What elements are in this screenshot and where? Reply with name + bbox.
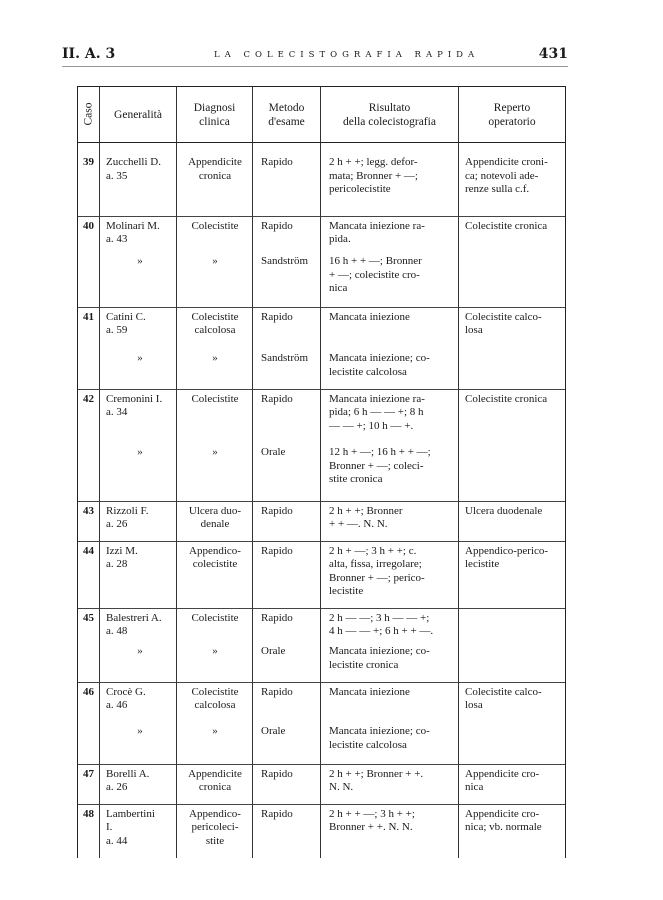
cell-text: » <box>212 645 218 657</box>
cell-text: cronica <box>198 781 232 794</box>
cell-text: Mancata iniezione; co- <box>329 645 430 657</box>
caso-cell <box>78 216 100 252</box>
metodo-cell <box>253 682 321 722</box>
cell-text: 2 h + +; legg. defor- <box>329 156 418 168</box>
table-row <box>78 216 566 252</box>
cell-text: 45 <box>83 611 94 624</box>
cell-text: pida. <box>329 233 351 246</box>
cell-text: + —; colecistite cro- <box>329 268 420 281</box>
cell-text: Colecistite cronica <box>465 392 548 405</box>
cell-text: » <box>137 645 143 657</box>
cell-text: » <box>137 446 143 458</box>
metodo-cell <box>253 541 321 608</box>
col-header-diagnosi: Diagnosi clinica <box>177 87 253 143</box>
cell-text: mata; Bronner + —; <box>329 169 418 182</box>
cell-text: Ulcera duodenale <box>465 504 543 517</box>
diagnosi-cell <box>177 642 253 682</box>
caso-cell <box>78 642 100 682</box>
cell-text: Rapido <box>261 504 293 517</box>
cell-text: a. 43 <box>106 233 128 246</box>
caso-cell <box>78 722 100 764</box>
caso-cell <box>78 389 100 443</box>
cell-text: 4 h — — +; 6 h + + —. <box>329 625 434 638</box>
cell-text: calcolosa <box>194 699 236 712</box>
cell-text: denale <box>200 518 230 531</box>
diagnosi-cell <box>177 216 253 252</box>
cell-text: renze sulla c.f. <box>465 183 530 196</box>
reperto-cell <box>459 608 566 642</box>
cell-text: Appendicite <box>188 767 242 780</box>
risultato-cell <box>321 501 459 541</box>
table-header-row <box>78 87 566 143</box>
cell-text: » <box>137 725 143 737</box>
cell-text: Colecistite <box>191 219 239 232</box>
cell-text: 2 h + +; Bronner <box>329 504 403 517</box>
reperto-cell <box>459 642 566 682</box>
reperto-cell <box>459 443 566 501</box>
reperto-cell <box>459 389 566 443</box>
metodo-cell <box>253 804 321 858</box>
metodo-cell <box>253 153 321 216</box>
cell-text: Borelli A. <box>106 767 150 780</box>
cell-text: Colecistite <box>191 310 239 323</box>
cell-text: 47 <box>83 767 94 780</box>
diagnosi-cell <box>177 349 253 389</box>
cell-text: Bronner + +. N. N. <box>329 821 413 834</box>
caso-cell <box>78 349 100 389</box>
table-row <box>78 153 566 216</box>
table-row <box>78 722 566 764</box>
case-table <box>77 86 566 858</box>
risultato-cell <box>321 389 459 443</box>
table-row <box>78 252 566 307</box>
cell-text: 2 h + +; Bronner + +. <box>329 767 424 780</box>
table-row <box>78 349 566 389</box>
cell-text: alta, fissa, irregolare; <box>329 558 422 571</box>
cell-text: Bronner + —; coleci- <box>329 459 424 472</box>
diagnosi-cell <box>177 153 253 216</box>
diagnosi-cell <box>177 501 253 541</box>
cell-text: 46 <box>83 685 94 698</box>
risultato-cell <box>321 764 459 804</box>
metodo-cell <box>253 722 321 764</box>
cell-text: — — +; 10 h — +. <box>329 419 414 432</box>
reperto-cell <box>459 349 566 389</box>
cell-text: a. 59 <box>106 324 128 337</box>
cell-text: Appendico- <box>189 807 241 820</box>
caso-cell <box>78 804 100 858</box>
risultato-cell <box>321 541 459 608</box>
caso-cell <box>78 252 100 307</box>
generalita-cell <box>100 804 177 858</box>
risultato-cell <box>321 252 459 307</box>
cell-text: Mancata iniezione <box>329 310 410 323</box>
generalita-cell <box>100 252 177 307</box>
table-row <box>78 389 566 443</box>
cell-text: Orale <box>261 645 286 657</box>
metodo-cell <box>253 764 321 804</box>
reperto-cell <box>459 153 566 216</box>
cell-text: 42 <box>83 392 94 405</box>
cell-text: 2 h — —; 3 h — — +; <box>329 611 430 624</box>
cell-text: Crocè G. <box>106 685 146 698</box>
col-header-risultato: Risultato della colecistografia <box>321 87 459 143</box>
cell-text: Rapido <box>261 807 293 820</box>
cell-text: Appendico-perico- <box>465 544 549 557</box>
caso-cell <box>78 682 100 722</box>
generalita-cell <box>100 443 177 501</box>
cell-text: 48 <box>83 807 94 820</box>
risultato-cell <box>321 307 459 349</box>
cell-text: ca; notevoli ade- <box>465 169 539 182</box>
cell-text: Appendicite croni- <box>465 156 548 168</box>
cell-text: Orale <box>261 446 286 458</box>
cell-text: 39 <box>83 156 94 168</box>
col-header-reperto: Reperto operatorio <box>459 87 566 143</box>
metodo-cell <box>253 501 321 541</box>
cell-text: Colecistite <box>191 611 239 624</box>
cell-text: Appendicite <box>188 156 242 168</box>
caso-cell <box>78 764 100 804</box>
cell-text: cronica <box>198 169 232 182</box>
cell-text: 2 h + + —; 3 h + +; <box>329 807 415 820</box>
cell-text: Appendicite cro- <box>465 767 540 780</box>
cell-text: 44 <box>83 544 94 557</box>
cell-text: Rapido <box>261 310 293 323</box>
metodo-cell <box>253 252 321 307</box>
cell-text: Orale <box>261 725 286 737</box>
risultato-cell <box>321 682 459 722</box>
cell-text: Rapido <box>261 767 293 780</box>
metodo-cell <box>253 642 321 682</box>
cell-text: Rapido <box>261 392 293 405</box>
cell-text: a. 35 <box>106 169 128 182</box>
caso-cell <box>78 153 100 216</box>
cell-text: lecistite calcolosa <box>329 738 407 751</box>
table-row <box>78 608 566 642</box>
cell-text: colecistite <box>192 558 238 571</box>
cell-text: Mancata iniezione; co- <box>329 725 430 737</box>
cell-text: Colecistite <box>191 685 239 698</box>
cell-text: » <box>137 255 143 267</box>
cell-text: » <box>212 255 218 267</box>
diagnosi-cell <box>177 764 253 804</box>
cell-text: a. 44 <box>106 834 128 847</box>
cell-text: lecistite calcolosa <box>329 365 407 378</box>
risultato-cell <box>321 153 459 216</box>
table-row <box>78 501 566 541</box>
table-row <box>78 682 566 722</box>
cell-text: Mancata iniezione; co- <box>329 352 430 364</box>
diagnosi-cell <box>177 307 253 349</box>
cell-text: Balestreri A. <box>106 611 162 624</box>
cell-text: Rapido <box>261 611 293 624</box>
running-header <box>62 46 568 66</box>
cell-text: Appendico- <box>189 544 241 557</box>
cell-text: 41 <box>83 310 94 323</box>
table-spacer <box>78 143 566 154</box>
reperto-cell <box>459 216 566 252</box>
cell-text: a. 26 <box>106 781 128 794</box>
risultato-cell <box>321 216 459 252</box>
cell-text: Rapido <box>261 156 293 168</box>
caso-cell <box>78 541 100 608</box>
table-row <box>78 764 566 804</box>
col-header-caso: Caso <box>78 87 100 143</box>
generalita-cell <box>100 608 177 642</box>
section-label: II. A. 3 <box>62 46 116 62</box>
cell-text: pida; 6 h — — +; 8 h <box>329 406 424 419</box>
page-number: 431 <box>538 46 568 62</box>
cell-text: Lambertini <box>106 807 155 820</box>
cell-text: a. 48 <box>106 625 128 638</box>
reperto-cell <box>459 307 566 349</box>
generalita-cell <box>100 682 177 722</box>
cell-text: » <box>212 725 218 737</box>
cell-text: Ulcera duo- <box>188 504 242 517</box>
cell-text: Mancata iniezione ra- <box>329 219 425 232</box>
cell-text: 40 <box>83 219 94 232</box>
caso-cell <box>78 501 100 541</box>
cell-text: Cremonini I. <box>106 392 163 405</box>
cell-text: stite <box>205 834 225 847</box>
cell-text: pericoleci- <box>191 821 239 834</box>
table-row <box>78 307 566 349</box>
table-row <box>78 804 566 858</box>
cell-text: losa <box>465 699 483 712</box>
cell-text: stite cronica <box>329 473 383 486</box>
cell-text: pericolecistite <box>329 183 391 196</box>
generalita-cell <box>100 307 177 349</box>
caso-cell <box>78 443 100 501</box>
cell-text: Mancata iniezione ra- <box>329 392 425 405</box>
cell-text: 2 h + —; 3 h + +; c. <box>329 544 417 557</box>
diagnosi-cell <box>177 682 253 722</box>
reperto-cell <box>459 682 566 722</box>
generalita-cell <box>100 541 177 608</box>
header-rule <box>62 66 568 67</box>
caso-cell <box>78 608 100 642</box>
diagnosi-cell <box>177 722 253 764</box>
cell-text: Catini C. <box>106 310 146 323</box>
reperto-cell <box>459 501 566 541</box>
cell-text: Colecistite calco- <box>465 310 542 323</box>
cell-text: a. 26 <box>106 518 128 531</box>
diagnosi-cell <box>177 389 253 443</box>
cell-text: 43 <box>83 504 94 517</box>
generalita-cell <box>100 349 177 389</box>
cell-text: Colecistite cronica <box>465 219 548 232</box>
cell-text: nica <box>465 781 484 794</box>
risultato-cell <box>321 642 459 682</box>
cell-text: losa <box>465 324 483 337</box>
generalita-cell <box>100 216 177 252</box>
col-header-generalita: Generalità <box>100 87 177 143</box>
reperto-cell <box>459 804 566 858</box>
cell-text: » <box>137 352 143 364</box>
cell-text: a. 46 <box>106 699 128 712</box>
cell-text: I. <box>106 821 113 834</box>
cell-text: Molinari M. <box>106 219 160 232</box>
cell-text: Mancata iniezione <box>329 685 410 698</box>
generalita-cell <box>100 764 177 804</box>
diagnosi-cell <box>177 443 253 501</box>
cell-text: » <box>212 352 218 364</box>
cell-text: Rapido <box>261 544 293 557</box>
cell-text: a. 28 <box>106 558 128 571</box>
table-row <box>78 443 566 501</box>
generalita-cell <box>100 722 177 764</box>
metodo-cell <box>253 443 321 501</box>
cell-text: lecistite <box>465 558 500 571</box>
risultato-cell <box>321 608 459 642</box>
cell-text: lecistite <box>329 585 364 598</box>
cell-text: Sandström <box>261 352 309 364</box>
cell-text: nica <box>329 282 348 295</box>
table-body <box>78 143 566 859</box>
cell-text: lecistite cronica <box>329 658 399 671</box>
metodo-cell <box>253 608 321 642</box>
cell-text: Rapido <box>261 219 293 232</box>
reperto-cell <box>459 764 566 804</box>
metodo-cell <box>253 307 321 349</box>
caso-cell <box>78 307 100 349</box>
cell-text: Zucchelli D. <box>106 156 161 168</box>
cell-text: + + —. N. N. <box>329 518 388 531</box>
generalita-cell <box>100 642 177 682</box>
generalita-cell <box>100 389 177 443</box>
cell-text: Sandström <box>261 255 309 267</box>
metodo-cell <box>253 389 321 443</box>
cell-text: Colecistite calco- <box>465 685 542 698</box>
cell-text: Bronner + —; perico- <box>329 571 425 584</box>
table-row <box>78 642 566 682</box>
cell-text: » <box>212 446 218 458</box>
reperto-cell <box>459 252 566 307</box>
reperto-cell <box>459 722 566 764</box>
metodo-cell <box>253 349 321 389</box>
diagnosi-cell <box>177 804 253 858</box>
cell-text: Colecistite <box>191 392 239 405</box>
reperto-cell <box>459 541 566 608</box>
generalita-cell <box>100 501 177 541</box>
running-title: LA COLECISTOGRAFIA RAPIDA <box>214 50 480 60</box>
cell-text: 12 h + —; 16 h + + —; <box>329 446 431 458</box>
diagnosi-cell <box>177 252 253 307</box>
diagnosi-cell <box>177 541 253 608</box>
cell-text: 16 h + + —; Bronner <box>329 255 422 267</box>
cell-text: Rapido <box>261 685 293 698</box>
col-header-metodo: Metodo d'esame <box>253 87 321 143</box>
cell-text: N. N. <box>329 781 354 794</box>
cell-text: Izzi M. <box>106 544 138 557</box>
metodo-cell <box>253 216 321 252</box>
risultato-cell <box>321 722 459 764</box>
diagnosi-cell <box>177 608 253 642</box>
generalita-cell <box>100 153 177 216</box>
risultato-cell <box>321 804 459 858</box>
table-row <box>78 541 566 608</box>
cell-text: a. 34 <box>106 406 128 419</box>
cell-text: calcolosa <box>194 324 236 337</box>
cell-text: Appendicite cro- <box>465 807 540 820</box>
cell-text: nica; vb. normale <box>465 821 542 834</box>
risultato-cell <box>321 349 459 389</box>
cell-text: Rizzoli F. <box>106 504 149 517</box>
risultato-cell <box>321 443 459 501</box>
